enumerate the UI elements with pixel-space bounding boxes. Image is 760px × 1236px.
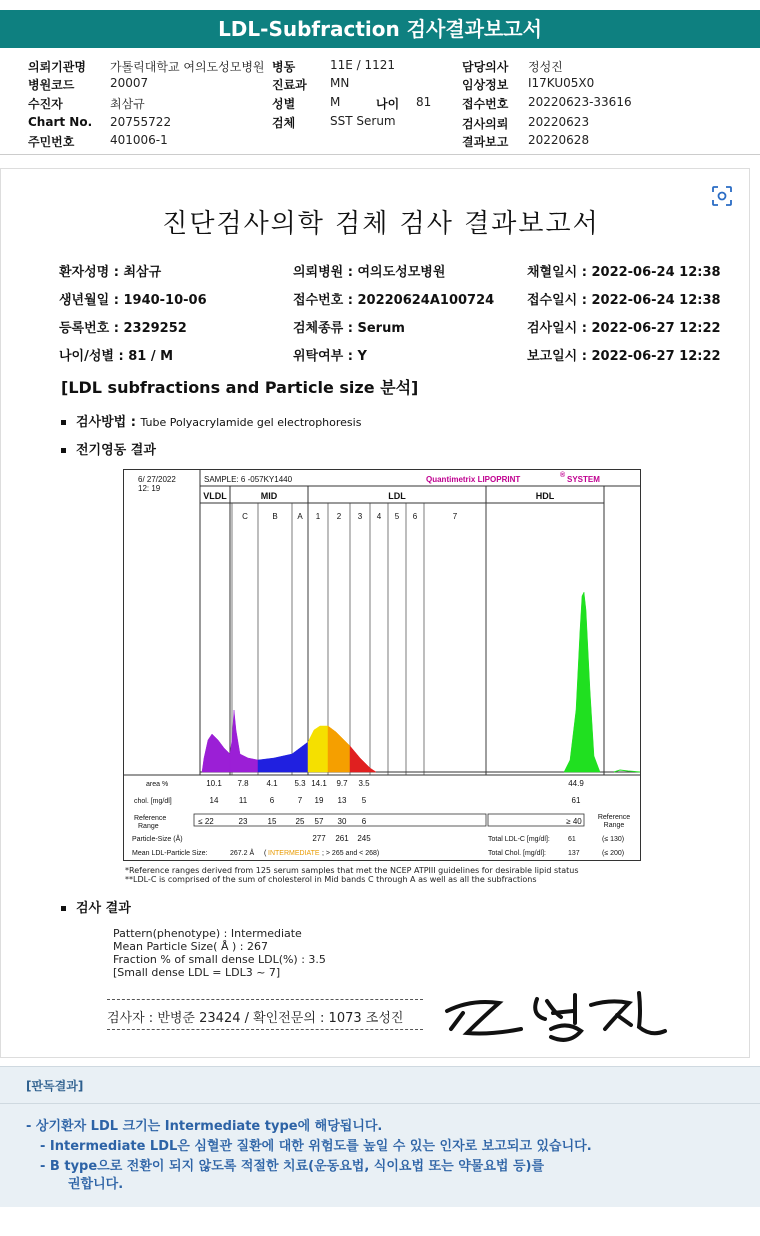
field-value: 401006-1 [110, 133, 168, 147]
band-label: 2 [336, 512, 342, 521]
field-label: 검사의뢰 [462, 117, 509, 131]
trace-ldl-1 [308, 726, 328, 772]
info-item: 등록번호 : 2329252 [59, 321, 187, 336]
report-scan [0, 168, 750, 1058]
info-item: 검사일시 : 2022-06-27 12:22 [527, 321, 721, 336]
particle-size-value: 245 [357, 834, 371, 843]
field-value: MN [330, 76, 350, 90]
result-line: [Small dense LDL = LDL3 ~ 7] [113, 966, 281, 979]
chart-brand-suffix: SYSTEM [567, 475, 600, 484]
right-ref-label-2: Range [603, 822, 625, 829]
field-label: 검체 [272, 116, 296, 130]
group-label: LDL [388, 491, 406, 501]
row-label-area: area % [146, 781, 169, 788]
field-value: M [330, 95, 341, 109]
result-heading [61, 897, 131, 916]
band-label: 5 [394, 512, 400, 521]
field-label: 성별 [272, 97, 296, 111]
footnote: **LDL-C is comprised of the sum of cholesterol in Mid bands C through A as well as all the subfractions [125, 875, 537, 884]
field-value: 20220623 [528, 115, 590, 129]
total-chol-range: (≤ 200) [602, 850, 625, 857]
mean-open-paren: ( [264, 850, 267, 857]
mean-size-value: 267.2 Å [230, 850, 255, 857]
ref-value: 25 [295, 817, 305, 826]
section-title: [LDL subfractions and Particle size 분석] [61, 378, 419, 397]
ref-value: 30 [337, 817, 347, 826]
header-divider [0, 154, 760, 155]
judgement-line: - 상기환자 LDL 크기는 Intermediate type에 해당됩니다. [26, 1119, 383, 1134]
mean-size-class: INTERMEDIATE [268, 850, 320, 857]
lipoprint-chart [123, 469, 641, 861]
info-item: 환자성명 : 최삼규 [59, 265, 162, 280]
band-label: 4 [376, 512, 382, 521]
signer-line: 검사자 : 반병준 23424 / 확인전문의 : 1073 조성진 [107, 1011, 404, 1026]
chart-date: 6/ 27/2022 [138, 475, 176, 484]
trace-mid-b [258, 754, 292, 772]
band-label: 7 [452, 512, 458, 521]
field-label: 주민번호 [28, 135, 75, 149]
band-label: C [242, 512, 248, 521]
band-label: 1 [315, 512, 321, 521]
trace-ldl-2 [328, 726, 350, 772]
area-value: 4.1 [266, 779, 278, 788]
chol-value: 19 [314, 796, 324, 805]
chol-value: 61 [571, 796, 581, 805]
group-label: MID [260, 491, 278, 501]
field-label: 수진자 [28, 97, 63, 111]
field-label: 병동 [272, 60, 296, 74]
electro-heading [61, 439, 156, 458]
handwritten-signature [441, 989, 671, 1049]
group-label: VLDL [203, 491, 227, 501]
band-label: B [272, 512, 278, 521]
report-title: 진단검사의학 검체 검사 결과보고서 [162, 209, 600, 239]
signer-rule-top [107, 999, 423, 1000]
field-label: 진료과 [272, 78, 307, 92]
field-value: 최삼규 [110, 97, 145, 111]
trace-hdl [564, 592, 600, 772]
total-ldl-value: 61 [568, 836, 576, 843]
field-value: 20220628 [528, 133, 590, 147]
area-value: 5.3 [294, 779, 306, 788]
ref-value: ≤ 22 [198, 817, 214, 826]
chart-brand-reg: ® [560, 472, 566, 479]
mean-size-label: Mean LDL-Particle Size: [132, 850, 208, 857]
result-line: Fraction % of small dense LDL(%) : 3.5 [113, 953, 326, 966]
info-item: 접수번호 : 20220624A100724 [293, 293, 495, 308]
electro-label: 전기영동 결과 [76, 443, 156, 458]
lipoprint-svg [124, 470, 640, 860]
signer-rule-bottom [107, 1029, 423, 1030]
chart-brand: Quantimetrix LIPOPRINT [426, 475, 521, 484]
field-label: 접수번호 [462, 97, 509, 111]
band-label: 6 [412, 512, 418, 521]
area-value: 10.1 [206, 779, 222, 788]
particle-size-value: 261 [335, 834, 349, 843]
judgement-divider [0, 1103, 760, 1104]
judgement-panel [0, 1066, 760, 1207]
info-item: 검체종류 : Serum [293, 321, 405, 336]
total-ldl-range: (≤ 130) [602, 836, 625, 843]
chol-value: 14 [209, 796, 219, 805]
page-title-bar [0, 10, 760, 48]
right-ref-label: Reference [597, 814, 631, 821]
group-label: HDL [535, 491, 555, 501]
result-line: Mean Particle Size( Å ) : 267 [113, 940, 268, 953]
field-value: 11E / 1121 [330, 58, 396, 72]
field-label: 결과보고 [462, 135, 509, 149]
judgement-line: 권합니다. [68, 1177, 124, 1192]
mean-size-rule: ; > 265 and < 268) [322, 850, 380, 857]
ref-value: 15 [267, 817, 277, 826]
method-line [61, 411, 361, 430]
field-value: 정성진 [528, 60, 563, 74]
row-label-ref: Reference [134, 815, 167, 822]
field-label: Chart No. [28, 115, 93, 129]
total-ldl-label: Total LDL-C [mg/dl]: [488, 836, 550, 843]
info-item: 의뢰병원 : 여의도성모병원 [293, 265, 446, 280]
total-chol-value: 137 [568, 850, 580, 857]
info-item: 접수일시 : 2022-06-24 12:38 [527, 293, 721, 308]
field-value: 20220623-33616 [528, 95, 632, 109]
footnote: *Reference ranges derived from 125 serum samples that met the NCEP ATPIII guidelines for desirable lipid status [125, 866, 579, 875]
area-value: 9.7 [336, 779, 348, 788]
area-value: 44.9 [568, 779, 584, 788]
info-item: 보고일시 : 2022-06-27 12:22 [527, 349, 721, 364]
total-chol-label: Total Chol. [mg/dl]: [488, 850, 546, 857]
field-label: 나이 [376, 97, 400, 111]
result-line: Pattern(phenotype) : Intermediate [113, 927, 302, 940]
band-label: 3 [357, 512, 363, 521]
chol-value: 13 [337, 796, 347, 805]
judgement-line: - B type으로 전환이 되지 않도록 적절한 치료(운동요법, 식이요법 또는 약물요법 등)를 [40, 1159, 545, 1174]
chol-value: 7 [297, 796, 303, 805]
info-item: 채혈일시 : 2022-06-24 12:38 [527, 265, 721, 280]
info-item: 생년월일 : 1940-10-06 [59, 293, 207, 308]
row-label-chol: chol. [mg/dl] [134, 798, 172, 805]
trace-vldl [202, 734, 230, 772]
judgement-line: - Intermediate LDL은 심혈관 질환에 대한 위험도를 높일 수 있는 인자로 보고되고 있습니다. [40, 1139, 592, 1154]
order-header [0, 52, 760, 152]
trace-mid-a [292, 742, 308, 772]
particle-size-value: 277 [312, 834, 326, 843]
trace-ldl-3 [350, 746, 376, 772]
chol-value: 11 [238, 796, 248, 805]
method-value: Tube Polyacrylamide gel electrophoresis [140, 416, 362, 429]
trace-mid-c [230, 710, 258, 772]
ref-value: ≥ 40 [566, 817, 582, 826]
field-value: 20007 [110, 76, 149, 90]
row-label-ref-2: Range [138, 823, 159, 830]
field-value: 81 [416, 95, 432, 109]
ref-value: 23 [238, 817, 248, 826]
method-label: 검사방법 : [76, 415, 141, 430]
area-value: 14.1 [311, 779, 327, 788]
field-value: 가톨릭대학교 여의도성모병원 [110, 60, 265, 74]
field-label: 병원코드 [28, 78, 75, 92]
particle-size-label: Particle-Size (Å) [132, 836, 183, 843]
field-value: 20755722 [110, 115, 172, 129]
page-title: LDL-Subfraction 검사결과보고서 [218, 17, 542, 41]
field-label: 의뢰기관명 [28, 60, 86, 74]
chart-sample: SAMPLE: 6 -057KY1440 [204, 475, 293, 484]
chol-value: 5 [361, 796, 367, 805]
field-value: I17KU05X0 [528, 76, 595, 90]
chol-value: 6 [269, 796, 275, 805]
area-value: 7.8 [237, 779, 249, 788]
info-item: 나이/성별 : 81 / M [59, 349, 174, 364]
info-item: 위탁여부 : Y [293, 349, 367, 364]
field-label: 임상정보 [462, 78, 509, 92]
ref-value: 57 [314, 817, 324, 826]
chart-time: 12: 19 [138, 484, 161, 493]
ref-value: 6 [361, 817, 367, 826]
band-label: A [297, 512, 303, 521]
field-label: 담당의사 [462, 60, 509, 74]
area-value: 3.5 [358, 779, 370, 788]
result-label: 검사 결과 [76, 901, 131, 916]
judgement-title: [판독결과] [26, 1079, 84, 1093]
field-value: SST Serum [330, 114, 396, 128]
